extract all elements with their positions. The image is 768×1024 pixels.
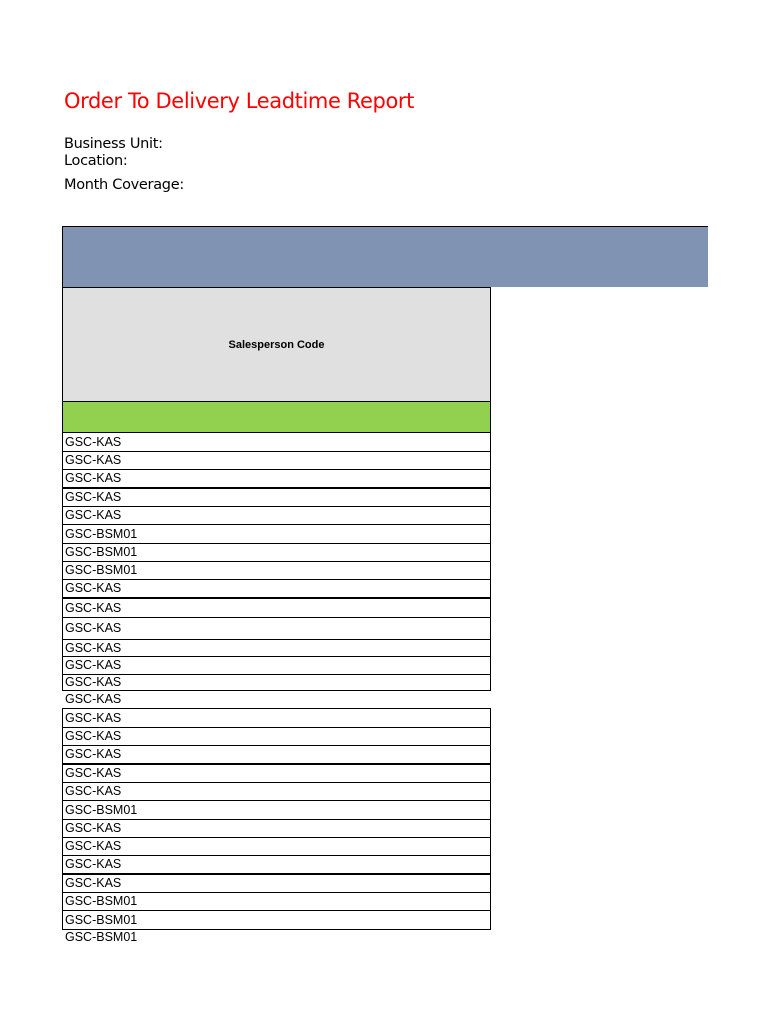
green-separator-row	[62, 401, 491, 433]
salesperson-code-cell: GSC-KAS	[62, 819, 491, 838]
header-band-border	[62, 226, 490, 288]
salesperson-code-cell: GSC-KAS	[62, 598, 491, 618]
location-label: Location:	[64, 153, 128, 169]
salesperson-code-cell: GSC-BSM01	[62, 892, 491, 911]
salesperson-code-header	[62, 287, 491, 402]
salesperson-code-cell: GSC-BSM01	[62, 543, 491, 562]
salesperson-code-cell: GSC-KAS	[62, 874, 491, 893]
report-title: Order To Delivery Leadtime Report	[64, 89, 414, 113]
salesperson-code-cell: GSC-KAS	[62, 837, 491, 856]
salesperson-code-cell: GSC-KAS	[62, 639, 491, 657]
salesperson-code-cell: GSC-BSM01	[62, 561, 491, 580]
salesperson-code-cell: GSC-KAS	[62, 855, 491, 874]
salesperson-code-cell: GSC-BSM01	[62, 524, 491, 544]
salesperson-code-cell: GSC-KAS	[62, 432, 491, 452]
salesperson-code-cell: GSC-KAS	[62, 488, 491, 507]
salesperson-code-cell: GSC-KAS	[62, 617, 491, 640]
salesperson-code-cell: GSC-KAS	[62, 656, 491, 675]
salesperson-code-cell: GSC-KAS	[62, 674, 491, 691]
business-unit-label: Business Unit:	[64, 136, 163, 152]
salesperson-code-cell: GSC-KAS	[62, 579, 491, 598]
salesperson-code-cell: GSC-KAS	[62, 764, 491, 783]
salesperson-code-cell: GSC-KAS	[65, 692, 122, 706]
salesperson-code-cell: GSC-KAS	[62, 506, 491, 525]
salesperson-code-cell: GSC-BSM01	[65, 930, 138, 944]
salesperson-code-header-label: Salesperson Code	[228, 338, 325, 351]
salesperson-code-cell: GSC-KAS	[62, 469, 491, 488]
salesperson-code-cell: GSC-KAS	[62, 782, 491, 801]
salesperson-code-cell: GSC-KAS	[62, 727, 491, 746]
month-coverage-label: Month Coverage:	[64, 177, 184, 193]
salesperson-code-cell: GSC-BSM01	[62, 910, 491, 930]
salesperson-code-cell: GSC-KAS	[62, 745, 491, 764]
salesperson-code-cell: GSC-BSM01	[62, 800, 491, 820]
salesperson-code-cell: GSC-KAS	[62, 451, 491, 470]
salesperson-code-cell: GSC-KAS	[62, 708, 491, 728]
